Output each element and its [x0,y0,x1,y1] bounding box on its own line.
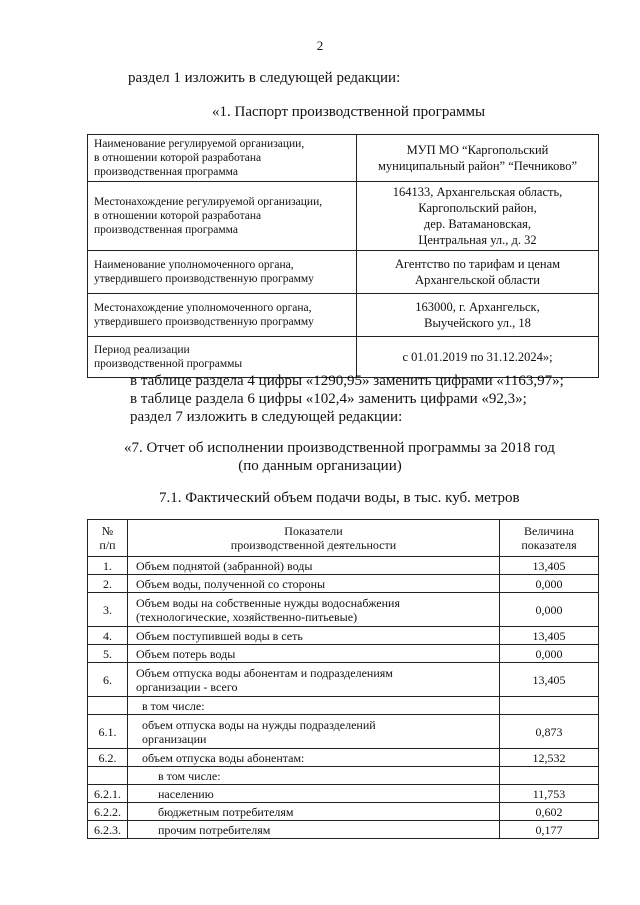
passport-row-value: 163000, г. Архангельск, Выучейского ул., 18 [357,294,599,337]
row-value [500,697,599,715]
volume-header-row [88,520,599,557]
row-indicator: Объем поднятой (забранной) воды [128,557,500,575]
row-value [500,767,599,785]
row-number: 4. [88,627,128,645]
row-value: 11,753 [500,785,599,803]
row-indicator: Объем воды, полученной со стороны [128,575,500,593]
header-name: Показатели производственной деятельности [128,520,500,557]
table-row [88,697,599,715]
row-number: 6.2.3. [88,821,128,839]
row-indicator: Объем поступившей воды в сеть [128,627,500,645]
table-row [88,663,599,697]
row-indicator: Объем воды на собственные нужды водоснабжения (технологические, хозяйственно-питьевые) [128,593,500,627]
report-title-line-1: «7. Отчет об исполнении производственной программы за 2018 год [124,440,555,456]
table-row [88,575,599,593]
passport-row-label: Местонахождение регулируемой организации, в отношении которой разработана производственная программа [88,182,357,251]
row-indicator: Объем отпуска воды абонентам и подразделениям организации - всего [128,663,500,697]
row-value: 12,532 [500,749,599,767]
passport-row-label: Период реализации производственной программы [88,337,357,378]
row-number: 6.2. [88,749,128,767]
passport-row-value: 164133, Архангельская область, Каргопольский район, дер. Ватамановская, Центральная ул., д. 32 [357,182,599,251]
header-value: Величина показателя [500,520,599,557]
row-value: 0,873 [500,715,599,749]
passport-row-value: МУП МО “Каргопольский муниципальный район” “Печниково” [357,135,599,182]
passport-row-value: Агентство по тарифам и ценам Архангельской области [357,251,599,294]
page-number: 2 [316,38,324,53]
table-row [88,785,599,803]
volume-table [87,519,599,839]
row-value: 0,602 [500,803,599,821]
table-row [88,749,599,767]
intro-text: раздел 1 изложить в следующей редакции: [128,70,401,86]
row-number: 3. [88,593,128,627]
row-number: 6. [88,663,128,697]
row-number: 5. [88,645,128,663]
table-row [88,767,599,785]
passport-row [88,337,599,378]
table-row [88,557,599,575]
passport-row-value: с 01.01.2019 по 31.12.2024»; [357,337,599,378]
row-number: 2. [88,575,128,593]
row-indicator: бюджетным потребителям [128,803,500,821]
table-row [88,593,599,627]
volume-subtitle: 7.1. Фактический объем подачи воды, в тыс. куб. метров [159,490,520,506]
passport-table [87,134,599,378]
row-value: 13,405 [500,663,599,697]
row-value: 13,405 [500,627,599,645]
row-number [88,697,128,715]
passport-row-label: Наименование регулируемой организации, в отношении которой разработана производственная программа [88,135,357,182]
report-title-line-2: (по данным организации) [238,458,402,474]
passport-row [88,251,599,294]
change-line-2: в таблице раздела 6 цифры «102,4» заменить цифрами «92,3»; [130,391,527,407]
row-indicator: объем отпуска воды на нужды подразделений организации [128,715,500,749]
row-value: 0,000 [500,575,599,593]
row-value: 13,405 [500,557,599,575]
row-indicator: прочим потребителям [128,821,500,839]
passport-row-label: Наименование уполномоченного органа, утвердившего производственную программу [88,251,357,294]
row-value: 0,000 [500,645,599,663]
row-value: 0,000 [500,593,599,627]
row-number: 6.1. [88,715,128,749]
passport-title: «1. Паспорт производственной программы [212,104,486,120]
passport-row [88,294,599,337]
change-line-3: раздел 7 изложить в следующей редакции: [130,409,403,425]
table-row [88,645,599,663]
table-row [88,821,599,839]
row-indicator: в том числе: [128,697,500,715]
row-number: 1. [88,557,128,575]
table-row [88,627,599,645]
table-row [88,715,599,749]
passport-row [88,182,599,251]
header-num: № п/п [88,520,128,557]
row-number: 6.2.1. [88,785,128,803]
row-indicator: объем отпуска воды абонентам: [128,749,500,767]
row-indicator: Объем потерь воды [128,645,500,663]
row-indicator: в том числе: [128,767,500,785]
row-value: 0,177 [500,821,599,839]
table-row [88,803,599,821]
row-indicator: населению [128,785,500,803]
row-number: 6.2.2. [88,803,128,821]
row-number [88,767,128,785]
passport-row [88,135,599,182]
change-line-1: в таблице раздела 4 цифры «1290,95» заменить цифрами «1163,97»; [130,373,564,389]
passport-row-label: Местонахождение уполномоченного органа, утвердившего производственную программу [88,294,357,337]
